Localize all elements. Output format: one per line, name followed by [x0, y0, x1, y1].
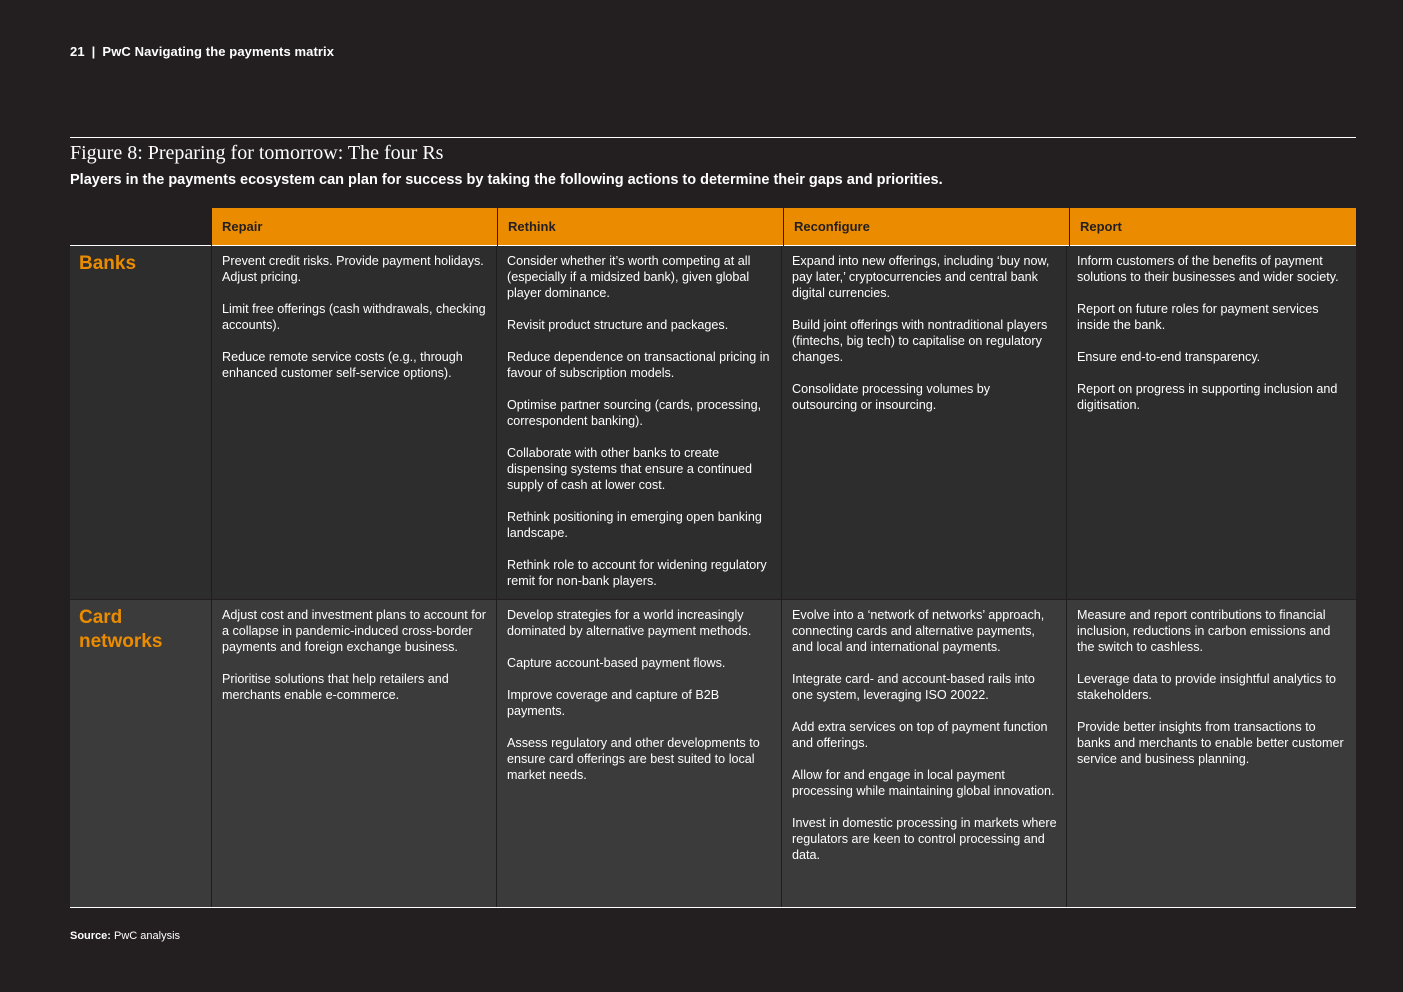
source-note — [70, 930, 180, 942]
cell-item: Limit free offerings (cash withdrawals, checking accounts). — [222, 302, 486, 332]
cell-item: Rethink positioning in emerging open banking landscape. — [507, 510, 762, 540]
cell-item: Revisit product structure and packages. — [507, 318, 729, 332]
figure-subtitle: Players in the payments ecosystem can plan for success by taking the following actions to determine their gaps and priorities. — [70, 172, 943, 188]
column-header-repair: Repair — [212, 208, 497, 246]
cell-item: Collaborate with other banks to create dispensing systems that ensure a continued supply of cash at lower cost. — [507, 446, 753, 492]
cell-item: Improve coverage and capture of B2B payments. — [507, 688, 720, 718]
cell-item: Consider whether it’s worth competing at all (especially if a midsized bank), given global player dominance. — [507, 254, 751, 300]
cell-card-networks-reconfigure — [781, 600, 1066, 907]
cell-banks-rethink — [496, 246, 781, 599]
cell-item: Consolidate processing volumes by outsourcing or insourcing. — [792, 382, 991, 412]
cell-card-networks-report — [1066, 600, 1352, 907]
row-label-banks: Banks — [79, 253, 137, 274]
cell-item: Assess regulatory and other developments to ensure card offerings are best suited to local market needs. — [507, 736, 760, 782]
four-rs-matrix — [70, 208, 1356, 908]
row-label-line: networks — [79, 631, 163, 652]
matrix-header-row — [70, 208, 1356, 246]
page-header — [70, 44, 334, 59]
cell-item: Inform customers of the benefits of payment solutions to their businesses and wider society. — [1077, 254, 1339, 284]
cell-item: Capture account-based payment flows. — [507, 656, 726, 670]
cell-card-networks-rethink — [496, 600, 781, 907]
cell-item: Build joint offerings with nontraditional players (fintechs, big tech) to capitalise on regulatory changes. — [792, 318, 1048, 364]
page-number: 21 — [70, 44, 85, 59]
cell-item: Allow for and engage in local payment processing while maintaining global innovation. — [792, 768, 1055, 798]
cell-card-networks-repair — [211, 600, 496, 907]
cell-item: Reduce dependence on transactional pricing in favour of subscription models. — [507, 350, 770, 380]
cell-item: Measure and report contributions to financial inclusion, reductions in carbon emissions and the switch to cashless. — [1077, 608, 1331, 654]
cell-item: Reduce remote service costs (e.g., through enhanced customer self-service options). — [222, 350, 463, 380]
cell-item: Develop strategies for a world increasingly dominated by alternative payment methods. — [507, 608, 752, 638]
figure-top-rule — [70, 137, 1356, 138]
cell-item: Evolve into a ‘network of networks’ approach, connecting cards and alternative payments, and local and international payments. — [792, 608, 1045, 654]
cell-item: Rethink role to account for widening regulatory remit for non-bank players. — [507, 558, 767, 588]
matrix-row-card-networks — [70, 600, 1356, 908]
column-header-report: Report — [1070, 208, 1356, 246]
cell-item: Provide better insights from transactions to banks and merchants to enable better customer service and business planning. — [1077, 720, 1344, 766]
cell-item: Leverage data to provide insightful analytics to stakeholders. — [1077, 672, 1337, 702]
cell-item: Prevent credit risks. Provide payment holidays. Adjust pricing. — [222, 254, 484, 284]
column-header-rethink: Rethink — [498, 208, 783, 246]
column-header-reconfigure: Reconfigure — [784, 208, 1069, 246]
header-corner — [70, 208, 211, 246]
cell-item: Ensure end-to-end transparency. — [1077, 350, 1261, 364]
row-label-line: Card — [79, 607, 123, 628]
document-title: PwC Navigating the payments matrix — [102, 44, 335, 59]
cell-item: Adjust cost and investment plans to account for a collapse in pandemic-induced cross-border payments and foreign exchange business. — [222, 608, 486, 654]
cell-item: Report on progress in supporting inclusion and digitisation. — [1077, 382, 1338, 412]
cell-banks-report — [1066, 246, 1352, 599]
cell-banks-repair — [211, 246, 496, 599]
cell-item: Integrate card- and account-based rails into one system, leveraging ISO 20022. — [792, 672, 1035, 702]
cell-item: Expand into new offerings, including ‘buy now, pay later,’ cryptocurrencies and central bank digital currencies. — [792, 254, 1050, 300]
cell-banks-reconfigure — [781, 246, 1066, 599]
figure-title: Figure 8: Preparing for tomorrow: The four Rs — [70, 142, 444, 164]
cell-item: Invest in domestic processing in markets where regulators are keen to control processing and data. — [792, 816, 1057, 862]
cell-item: Report on future roles for payment services inside the bank. — [1077, 302, 1319, 332]
source-text: PwC analysis — [114, 930, 181, 942]
source-label: Source: — [70, 930, 111, 942]
cell-item: Add extra services on top of payment function and offerings. — [792, 720, 1048, 750]
row-label-card-networks — [70, 600, 211, 907]
cell-item: Optimise partner sourcing (cards, processing, correspondent banking). — [507, 398, 762, 428]
matrix-row-banks — [70, 246, 1356, 599]
header-separator: | — [91, 44, 96, 59]
cell-item: Prioritise solutions that help retailers and merchants enable e-commerce. — [222, 672, 449, 702]
